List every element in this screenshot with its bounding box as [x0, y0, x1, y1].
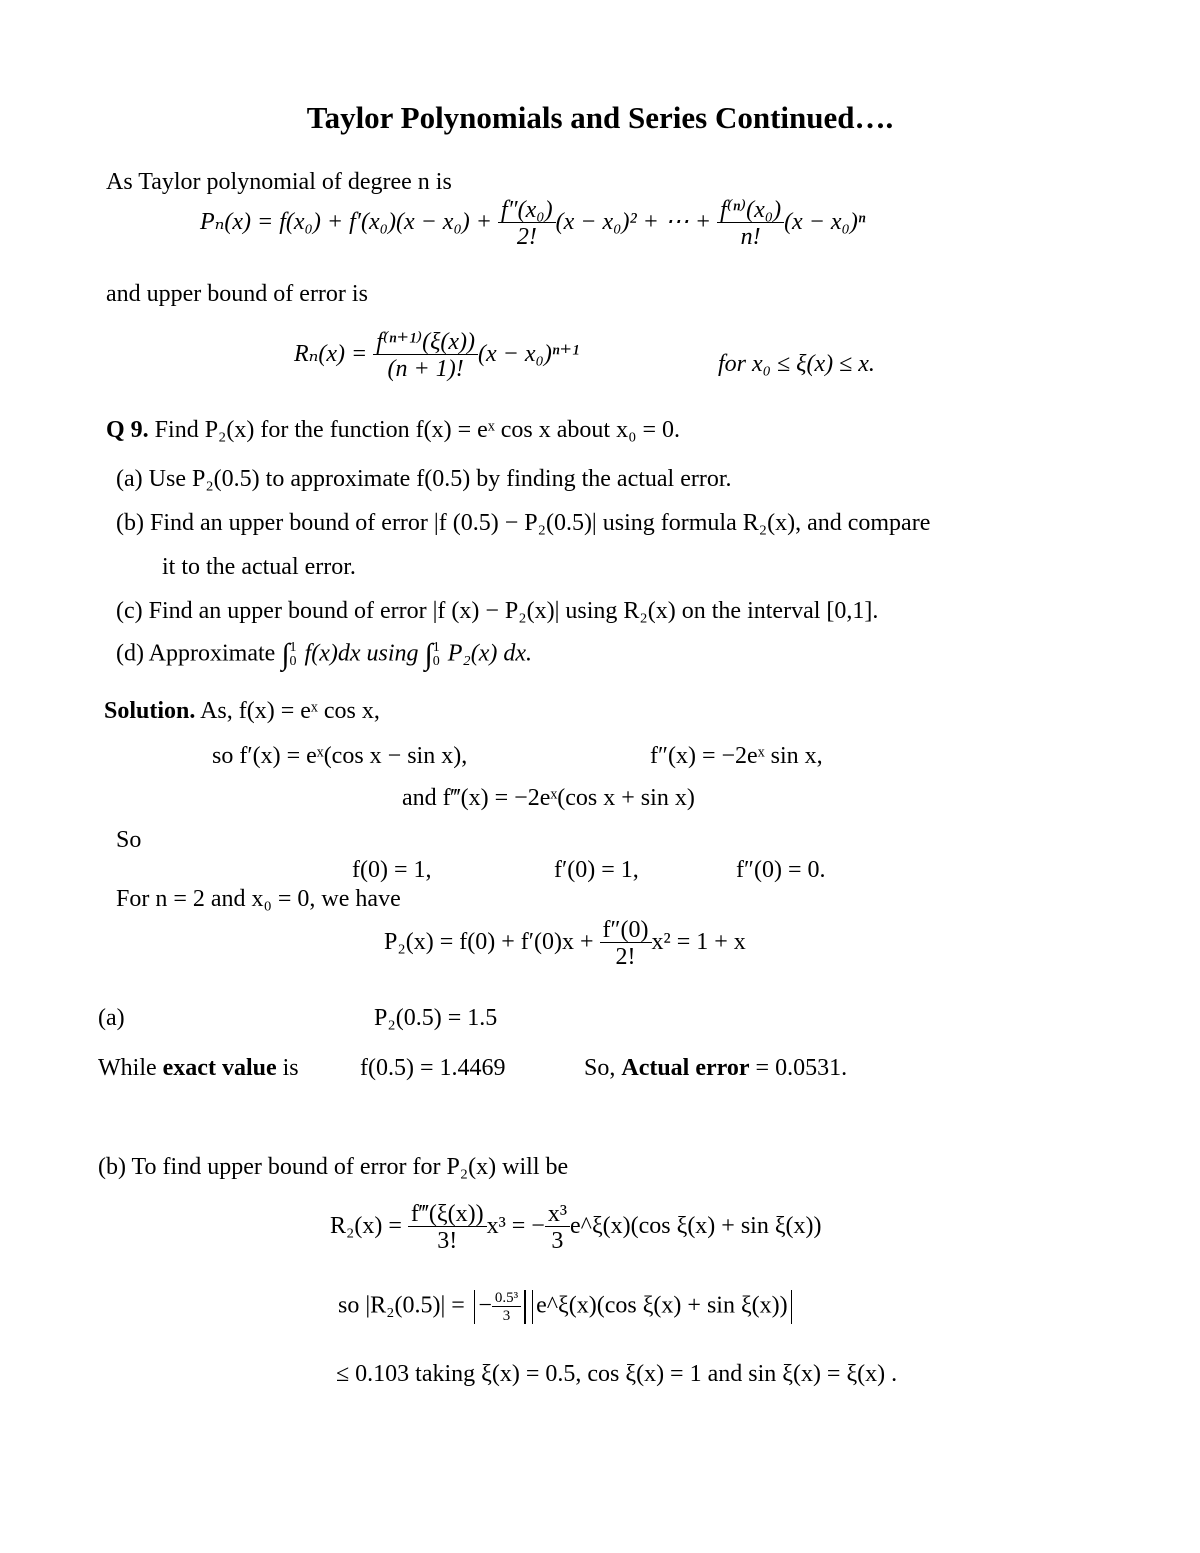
p2-lhs: P₂(x) = f(0) + f′(0)x +: [384, 929, 600, 956]
abs-numerator: 0.5³: [494, 1289, 519, 1306]
r2-fraction2: [545, 1202, 570, 1253]
part-d-text-a: Approximate: [148, 640, 276, 667]
solution-line: [104, 699, 380, 723]
integral-lower: 0: [432, 654, 440, 669]
part-d-text-c: P₂(x) dx.: [447, 640, 533, 667]
abs-bar: [532, 1290, 534, 1324]
part-d-label: (d): [116, 640, 144, 667]
p2-fraction: [600, 918, 652, 969]
solution-line1: As, f(x) = eˣ cos x,: [200, 698, 380, 724]
part-a: [116, 467, 732, 491]
p2-tail: x² = 1 + x: [651, 929, 746, 956]
part-b-solution-intro: (b) To find upper bound of error for P₂(x) will be: [98, 1154, 569, 1180]
pn-termn-denominator: n!: [717, 222, 784, 249]
value-f0: f(0) = 1,: [352, 857, 432, 883]
rn-denominator: (n + 1)!: [373, 354, 478, 381]
r2-mid: x³ = −: [486, 1213, 545, 1240]
abs-fraction: [492, 1291, 521, 1324]
integral-limits: [433, 641, 440, 669]
pn-term2-denominator: 2!: [498, 222, 556, 249]
abs-r2-formula: so |R₂(0.5)| = − $\frac{\text{0.5³}}{3}$ e^ξ(x)(cos ξ(x) + sin ξ(x)): [338, 1290, 795, 1324]
abs-denominator: 3: [492, 1306, 521, 1324]
part-d: [116, 640, 532, 670]
rn-tail: (x − x₀)ⁿ⁺¹: [478, 341, 580, 368]
final-bound-line: ≤ 0.103 taking ξ(x) = 0.5, cos ξ(x) = 1 and sin ξ(x) = ξ(x) .: [336, 1361, 898, 1387]
pn-mid: (x − x₀)² + ⋯ +: [555, 209, 718, 236]
p2-numerator: f″(0): [602, 917, 649, 943]
actual-error-line: [584, 1056, 847, 1080]
r2-numerator2: x³: [547, 1201, 568, 1227]
value-f1: f′(0) = 1,: [554, 857, 639, 883]
error-intro-line: and upper bound of error is: [106, 281, 368, 307]
integral-upper: 1: [289, 640, 297, 655]
part-b-continuation: it to the actual error.: [162, 554, 356, 580]
r2-fraction: [408, 1202, 487, 1253]
integral-upper: 1: [432, 640, 440, 655]
exact-value: f(0.5) = 1.4469: [360, 1055, 506, 1081]
part-b-label: (b): [116, 510, 144, 536]
p2-value: P₂(0.5) = 1.5: [374, 1005, 498, 1031]
r2-denominator: 3!: [408, 1226, 487, 1253]
question-text: Find P₂(x) for the function f(x) = eˣ cos x about x₀ = 0.: [154, 417, 680, 443]
integral-sign-icon: ∫: [281, 638, 290, 671]
exact-bold: exact value: [162, 1055, 277, 1081]
part-c: [116, 599, 878, 623]
actual-suffix: = 0.0531.: [749, 1055, 848, 1081]
remainder-condition: for x₀ ≤ ξ(x) ≤ x.: [718, 351, 875, 377]
abs-bar: [524, 1290, 526, 1324]
r2-lhs: R₂(x) =: [330, 1213, 408, 1240]
r2-numerator: f‴(ξ(x)): [410, 1201, 484, 1227]
integral-sign-icon: ∫: [424, 638, 433, 671]
question-label: Q 9.: [106, 417, 149, 443]
solution-a-label: (a): [98, 1005, 125, 1031]
rn-lhs: Rₙ(x) =: [294, 341, 374, 368]
abs-tail: e^ξ(x)(cos ξ(x) + sin ξ(x)): [536, 1292, 788, 1319]
exact-suffix: is: [276, 1055, 299, 1081]
rn-numerator: f⁽ⁿ⁺¹⁾(ξ(x)): [376, 329, 475, 355]
remainder-formula: [294, 330, 579, 381]
exact-prefix: While: [98, 1055, 163, 1081]
rn-fraction: [373, 330, 478, 381]
integral-limits: [290, 641, 297, 669]
exact-value-line: [98, 1056, 299, 1080]
value-f2: f″(0) = 0.: [736, 857, 826, 883]
actual-prefix: So,: [584, 1055, 622, 1081]
abs-bar: [474, 1290, 476, 1324]
part-d-text-b: f(x)dx using: [304, 640, 419, 667]
part-b: [116, 511, 930, 535]
part-a-label: (a): [116, 466, 143, 492]
taylor-polynomial-formula: [200, 198, 865, 249]
p2-denominator: 2!: [600, 942, 652, 969]
pn-term2-fraction: [498, 198, 556, 249]
derivative-3: and f‴(x) = −2eˣ(cos x + sin x): [402, 785, 695, 811]
r2-tail: e^ξ(x)(cos ξ(x) + sin ξ(x)): [570, 1213, 822, 1240]
for-n-line: For n = 2 and x₀ = 0, we have: [116, 886, 401, 912]
derivative-2: f″(x) = −2eˣ sin x,: [650, 743, 823, 769]
part-c-label: (c): [116, 598, 143, 624]
p2-formula: [384, 918, 746, 969]
page-title: Taylor Polynomials and Series Continued….: [306, 100, 894, 135]
integral-lower: 0: [289, 654, 297, 669]
solution-label: Solution.: [104, 698, 196, 724]
r2-denominator2: 3: [545, 1226, 570, 1253]
derivative-1: so f′(x) = eˣ(cos x − sin x),: [212, 743, 468, 769]
pn-termn-fraction: [717, 198, 784, 249]
abs-lhs: so |R₂(0.5)| =: [338, 1292, 471, 1319]
part-c-text: Find an upper bound of error |f (x) − P₂(x)| using R₂(x) on the interval [0,1].: [148, 598, 879, 624]
pn-termn-numerator: f⁽ⁿ⁾(x₀): [720, 197, 782, 223]
question-9: [106, 418, 680, 442]
pn-term2-numerator: f″(x₀): [500, 197, 553, 223]
so-label: So: [116, 827, 142, 853]
pn-lhs: Pₙ(x) = f(x₀) + f′(x₀)(x − x₀) +: [200, 209, 498, 236]
pn-tail: (x − x₀)ⁿ: [784, 209, 866, 236]
part-b-text: Find an upper bound of error |f (0.5) − P₂(0.5)| using formula R₂(x), and compare: [149, 510, 931, 536]
part-a-text: Use P₂(0.5) to approximate f(0.5) by finding the actual error.: [148, 466, 732, 492]
r2-formula: [330, 1202, 822, 1253]
intro-line: As Taylor polynomial of degree n is: [106, 169, 452, 195]
actual-bold: Actual error: [621, 1055, 750, 1081]
abs-bar: [791, 1290, 793, 1324]
